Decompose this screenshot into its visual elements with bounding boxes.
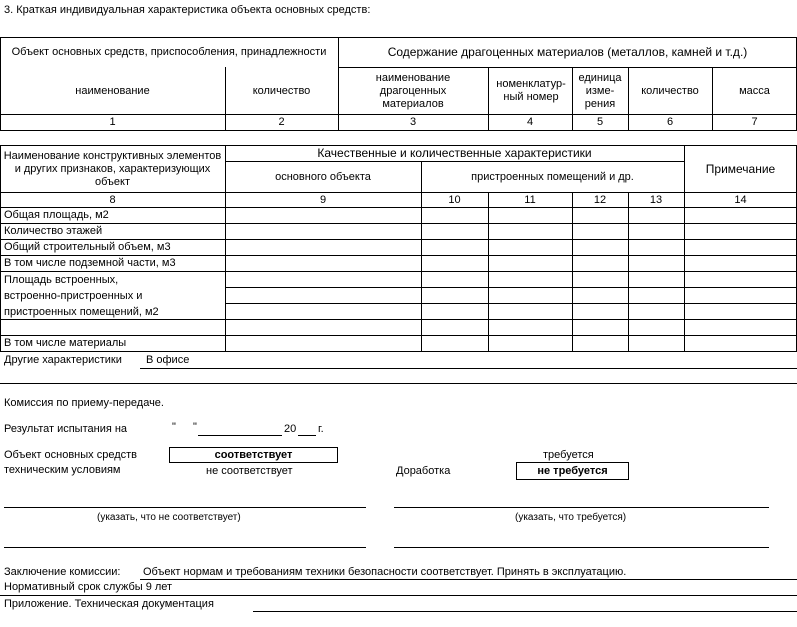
col-number: 9 (319, 193, 327, 206)
col-number: 2 (278, 116, 285, 128)
row-label-underground: В том числе подземной части, м3 (4, 257, 176, 269)
col-name-header: наименование (75, 84, 150, 97)
col-unit-header: единица изме-рения (578, 71, 622, 110)
commission-title: Комиссия по приему-передаче. (4, 397, 164, 409)
appendix: Приложение. Техническая документация (4, 598, 214, 610)
col-number: 3 (409, 116, 417, 128)
col-note-header: Примечание (705, 161, 776, 176)
other-characteristics-value: В офисе (146, 354, 190, 366)
test-result-label: Результат испытания на (4, 423, 128, 435)
row-label-area: Общая площадь, м2 (4, 209, 109, 221)
divider (0, 383, 797, 384)
col-main-object-header: основного объекта (275, 170, 371, 183)
row-label-floors: Количество этажей (4, 225, 103, 237)
required-detail-line (394, 507, 769, 508)
col-number: 4 (526, 116, 534, 128)
col-number: 14 (734, 193, 747, 206)
not-required-option-selected[interactable]: не требуется (516, 462, 629, 480)
date-year-line (298, 435, 316, 436)
col-precious-qty-header: количество (641, 84, 699, 97)
col-number: 8 (109, 193, 116, 206)
col-mass-header: масса (739, 84, 770, 97)
col-elements-header: Наименование конструктивных элементов и других признаков, характеризующих объект (3, 149, 222, 188)
rework-label: Доработка (396, 465, 451, 477)
row-label-volume: Общий строительный объем, м3 (4, 241, 171, 253)
required-option[interactable]: требуется (543, 449, 594, 461)
row-label-builtin: Площадь встроенных, (4, 274, 119, 286)
hint-required: (указать, что требуется) (515, 512, 627, 523)
date-quote-close: " (193, 421, 197, 433)
precious-group-header: Содержание драгоценных материалов (металлов, камней и т.д.) (387, 45, 748, 59)
complies-option-selected[interactable]: соответствует (169, 447, 338, 463)
date-year-prefix: 20 (284, 423, 297, 435)
col-number: 13 (649, 193, 663, 206)
conclusion-line (140, 579, 797, 580)
row-label-builtin: пристроенных помещений, м2 (4, 306, 159, 318)
not-complies-detail-line-2 (4, 547, 366, 548)
date-quote-open: " (172, 421, 176, 433)
conclusion-label: Заключение комиссии: (4, 566, 121, 578)
section-title: 3. Краткая индивидуальная характеристика объекта основных средств: (4, 4, 371, 16)
date-month-line (198, 435, 282, 436)
service-life: Нормативный срок службы 9 лет (4, 581, 173, 593)
hint-not-complies: (указать, что не соответствует) (97, 512, 241, 523)
required-detail-line-2 (394, 547, 769, 548)
row-label-materials: В том числе материалы (4, 337, 127, 349)
col-number: 5 (596, 116, 604, 128)
col-qty-header: количество (252, 84, 311, 97)
divider (0, 595, 797, 596)
date-year-suffix: г. (318, 423, 324, 435)
col-number: 11 (524, 193, 536, 206)
col-number: 10 (448, 193, 461, 206)
col-number: 1 (109, 116, 116, 128)
row-label-builtin: встроенно-пристроенных и (4, 290, 143, 302)
object-label: техническим условиям (4, 464, 121, 476)
object-label: Объект основных средств (4, 449, 137, 461)
not-complies-detail-line (4, 507, 366, 508)
col-number: 7 (751, 116, 758, 128)
object-group-header: Объект основных средств, приспособления, принадлежности (11, 46, 327, 58)
conclusion-value: Объект нормам и требованиям техники безопасности соответствует. Принять в эксплуатацию. (143, 566, 627, 578)
appendix-line (253, 611, 797, 612)
col-number: 6 (666, 116, 674, 128)
other-characteristics-label: Другие характеристики (4, 354, 122, 366)
col-precious-name-header: наименование драгоценных материалов (375, 71, 451, 110)
other-characteristics-line (140, 368, 797, 369)
col-nomenclature-header: номенклатур-ный номер (496, 78, 566, 103)
col-attached-header: пристроенных помещений и др. (471, 170, 634, 183)
not-complies-option[interactable]: не соответствует (206, 465, 293, 477)
col-number: 12 (593, 193, 607, 206)
characteristics-group-header: Качественные и количественные характеристики (317, 146, 592, 160)
